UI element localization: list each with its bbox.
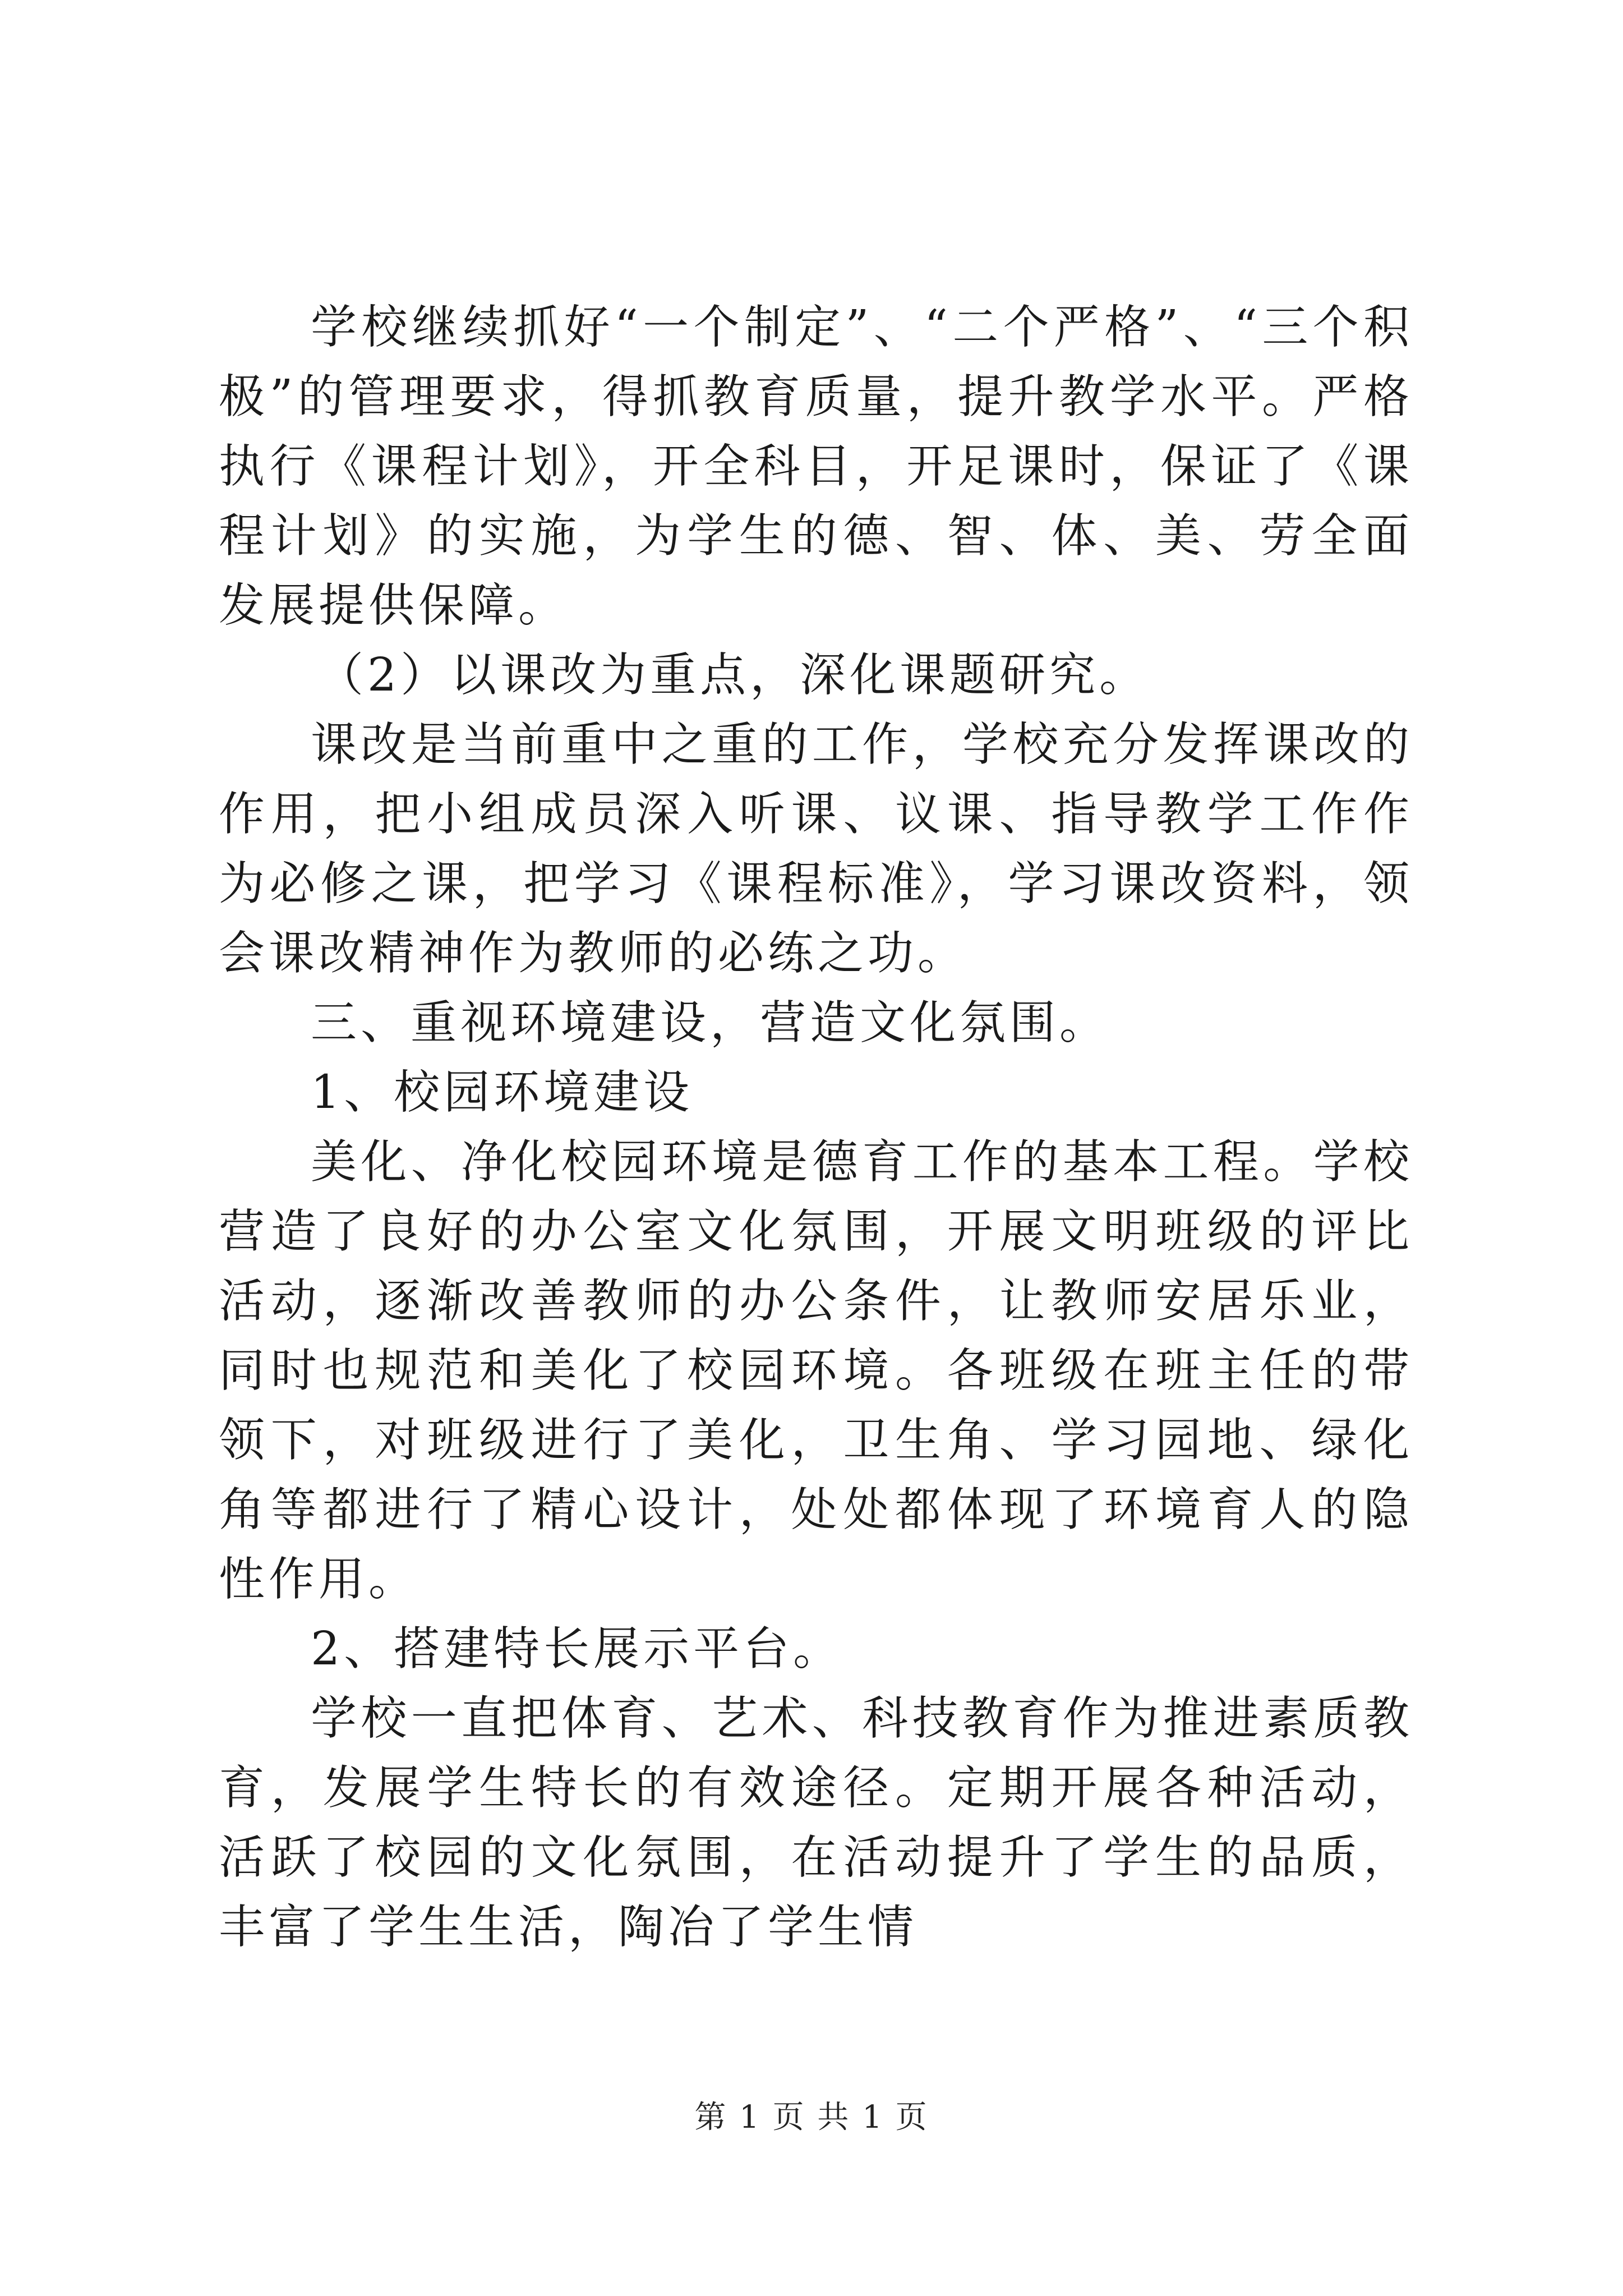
heading-environment-building: 三、重视环境建设，营造文化氛围。 <box>311 996 1110 1050</box>
paragraph-talent-platform: 学校一直把体育、艺术、科技教育作为推进素质教育，发展学生特长的有效途径。定期开展各种活动，活跃了校园的文化氛围，在活动提升了学生的品质，丰富了学生生活，陶冶了学生情 <box>219 1692 1413 1954</box>
heading-talent-platform: 2、搭建特长展示平台。 <box>311 1622 843 1676</box>
document-body <box>219 293 1413 1962</box>
page-footer: 第 1 页 共 1 页 <box>694 2099 929 2136</box>
paragraph-curriculum-management: 学校继续抓好“一个制定”、“二个严格”、“三个积极”的管理要求，得抓教育质量，提升教学水平。严格执行《课程计划》，开全科目，开足课时，保证了《课程计划》的实施，为学生的德、智、体、美、劳全面发展提供保障。 <box>219 301 1413 632</box>
heading-curriculum-reform: （2）以课改为重点，深化课题研究。 <box>317 648 1150 702</box>
paragraph-curriculum-reform: 课改是当前重中之重的工作，学校充分发挥课改的作用，把小组成员深入听课、议课、指导教学工作作为必修之课，把学习《课程标准》，学习课改资料，领会课改精神作为教师的必练之功。 <box>219 718 1413 980</box>
paragraph-campus-environment: 美化、净化校园环境是德育工作的基本工程。学校营造了良好的办公室文化氛围，开展文明班级的评比活动，逐渐改善教师的办公条件，让教师安居乐业，同时也规范和美化了校园环境。各班级在班主任的带领下，对班级进行了美化，卫生角、学习园地、绿化角等都进行了精心设计，处处都体现了环境育人的隐性作用。 <box>219 1135 1413 1606</box>
heading-campus-environment: 1、校园环境建设 <box>311 1066 694 1119</box>
